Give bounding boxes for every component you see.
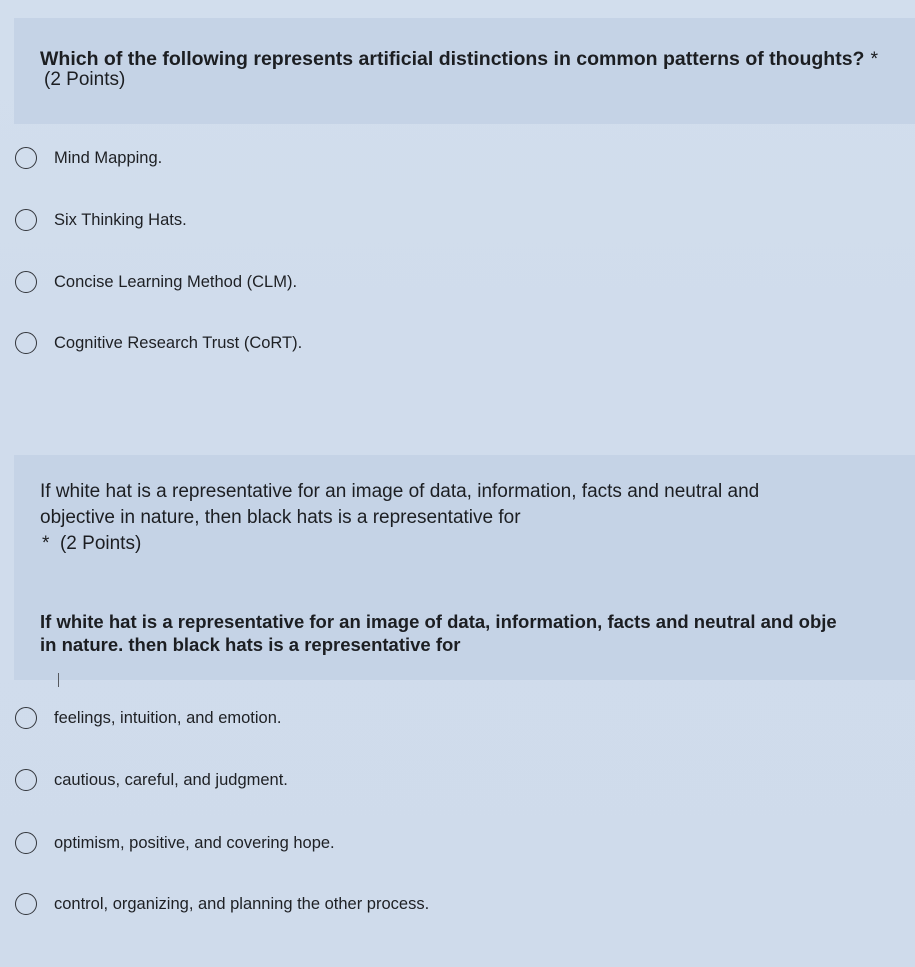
option-label: Concise Learning Method (CLM). bbox=[54, 272, 298, 291]
option-label: optimism, positive, and covering hope. bbox=[54, 833, 335, 852]
question-2-subtitle-line-2: in nature. then black hats is a representative for bbox=[40, 634, 461, 655]
radio-button[interactable] bbox=[15, 271, 37, 293]
required-marker: * bbox=[870, 48, 879, 70]
question-1-title-text: Which of the following represents artificial distinctions in common patterns of thoughts? bbox=[40, 48, 865, 70]
option-label: feelings, intuition, and emotion. bbox=[54, 708, 282, 727]
radio-button[interactable] bbox=[15, 893, 37, 915]
question-1-title bbox=[40, 48, 878, 71]
option-label: Mind Mapping. bbox=[54, 148, 163, 167]
question-2-subtitle-line-1: If white hat is a representative for an image of data, information, facts and neutral and obje bbox=[40, 611, 837, 632]
question-2-option-2[interactable] bbox=[15, 765, 288, 795]
radio-button[interactable] bbox=[15, 832, 37, 854]
required-marker: * bbox=[42, 533, 50, 554]
option-label: Cognitive Research Trust (CoRT). bbox=[54, 333, 303, 352]
question-2-header bbox=[14, 455, 915, 680]
option-label: control, organizing, and planning the other process. bbox=[54, 894, 430, 913]
question-1-option-1[interactable] bbox=[15, 143, 162, 173]
radio-button[interactable] bbox=[15, 332, 37, 354]
question-2-option-4[interactable] bbox=[15, 889, 429, 919]
question-1-option-3[interactable] bbox=[15, 267, 297, 297]
option-label: Six Thinking Hats. bbox=[54, 210, 187, 229]
radio-button[interactable] bbox=[15, 769, 37, 791]
question-1-option-4[interactable] bbox=[15, 328, 302, 358]
option-label: cautious, careful, and judgment. bbox=[54, 770, 288, 789]
radio-button[interactable] bbox=[15, 209, 37, 231]
question-2-points-row bbox=[42, 531, 902, 557]
question-2-option-3[interactable] bbox=[15, 828, 335, 858]
question-2-title-line-2: objective in nature, then black hats is a representative for bbox=[40, 507, 521, 528]
question-2-title-line-1: If white hat is a representative for an image of data, information, facts and neutral and bbox=[40, 481, 760, 502]
radio-button[interactable] bbox=[15, 707, 37, 729]
question-2-option-1[interactable] bbox=[15, 703, 281, 733]
question-1-header bbox=[14, 18, 915, 124]
radio-button[interactable] bbox=[15, 147, 37, 169]
question-2-points: (2 Points) bbox=[59, 533, 142, 554]
question-1-points: (2 Points) bbox=[44, 69, 126, 90]
question-1-option-2[interactable] bbox=[15, 205, 187, 235]
divider-mark bbox=[58, 673, 59, 687]
